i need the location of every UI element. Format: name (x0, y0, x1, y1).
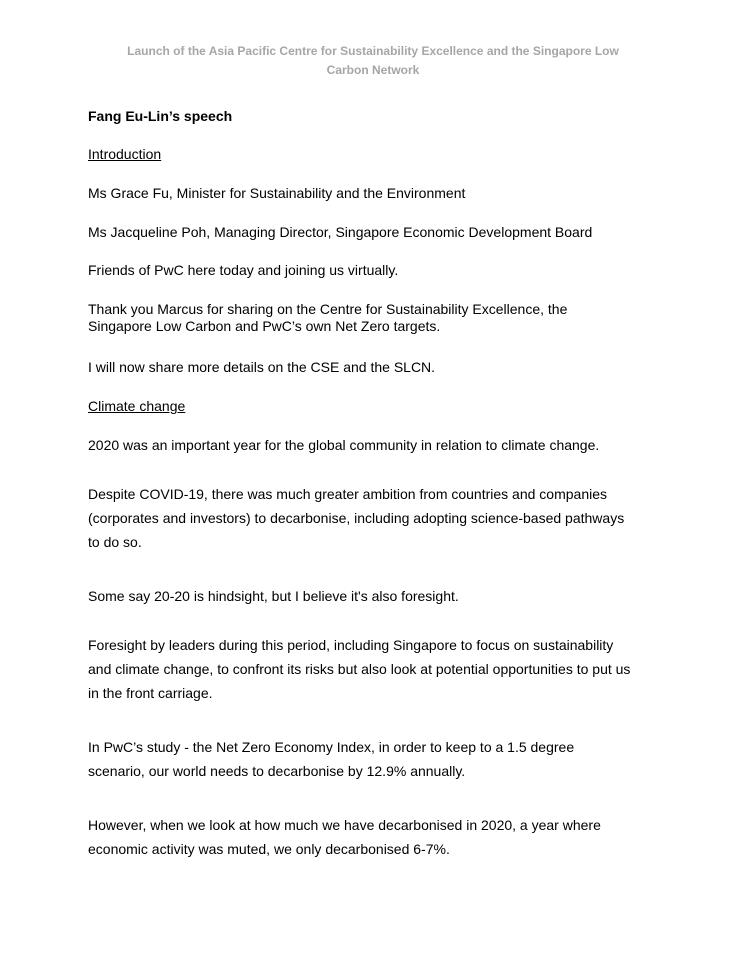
paragraph-line: scenario, our world needs to decarbonise by 12.9% annually. (88, 763, 466, 779)
paragraph-line: to do so. (88, 534, 142, 550)
paragraph-line: Thank you Marcus for sharing on the Centre for Sustainability Excellence, the (88, 301, 568, 317)
speech-title: Fang Eu-Lin’s speech (88, 108, 233, 124)
paragraph-line: Foresight by leaders during this period, including Singapore to focus on sustainability (88, 637, 614, 653)
paragraph-line: economic activity was muted, we only decarbonised 6-7%. (88, 841, 450, 857)
paragraph-line: Singapore Low Carbon and PwC’s own Net Zero targets. (88, 318, 441, 334)
paragraph-foresight-leaders (88, 633, 668, 705)
paragraph-greeting-minister: Ms Grace Fu, Minister for Sustainability and the Environment (88, 185, 466, 201)
paragraph-line: (corporates and investors) to decarbonise, including adopting science-based pathways (88, 510, 625, 526)
paragraph-thank-you (88, 301, 668, 335)
paragraph-decarbonised-2020 (88, 813, 668, 861)
paragraph-share-details: I will now share more details on the CSE and the SLCN. (88, 359, 436, 375)
paragraph-line: in the front carriage. (88, 685, 213, 701)
paragraph-line: Despite COVID-19, there was much greater ambition from countries and companies (88, 486, 608, 502)
paragraph-2020-important: 2020 was an important year for the global community in relation to climate change. (88, 437, 600, 453)
header-line-1: Launch of the Asia Pacific Centre for Sustainability Excellence and the Singapore Low (127, 44, 619, 58)
paragraph-line: and climate change, to confront its risks but also look at potential opportunities to put us (88, 661, 631, 677)
header-line-2: Carbon Network (326, 63, 420, 77)
paragraph-greeting-friends: Friends of PwC here today and joining us virtually. (88, 262, 399, 278)
paragraph-line: However, when we look at how much we have decarbonised in 2020, a year where (88, 817, 601, 833)
paragraph-hindsight-foresight: Some say 20-20 is hindsight, but I believe it's also foresight. (88, 588, 459, 604)
paragraph-despite-covid (88, 482, 668, 554)
section-heading-introduction: Introduction (88, 146, 162, 162)
paragraph-net-zero-index (88, 735, 668, 783)
document-header (88, 42, 658, 80)
paragraph-greeting-edb: Ms Jacqueline Poh, Managing Director, Singapore Economic Development Board (88, 224, 593, 240)
paragraph-line: In PwC’s study - the Net Zero Economy Index, in order to keep to a 1.5 degree (88, 739, 575, 755)
section-heading-climate-change: Climate change (88, 398, 186, 414)
